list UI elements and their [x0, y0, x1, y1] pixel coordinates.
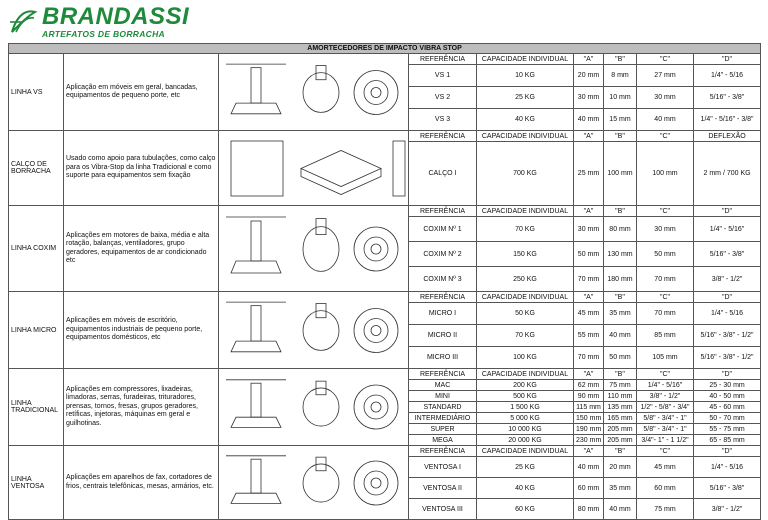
table-cell: 70 mm	[574, 267, 604, 292]
table-cell: 65 - 85 mm	[694, 435, 761, 446]
table-cell: 40 mm	[604, 325, 637, 347]
column-header: "D"	[694, 369, 761, 380]
table-cell: 40 mm	[604, 499, 637, 520]
table-cell: 75 mm	[637, 499, 694, 520]
table-cell: 55 mm	[574, 325, 604, 347]
table-cell: 40 KG	[477, 478, 574, 499]
column-header: "A"	[574, 131, 604, 142]
table-cell: 150 KG	[477, 242, 574, 267]
column-header: REFERÊNCIA	[409, 292, 477, 303]
table-cell: 85 mm	[637, 325, 694, 347]
table-cell: STANDARD	[409, 402, 477, 413]
section-header-row	[9, 206, 761, 217]
product-illustration	[219, 292, 409, 369]
table-cell: VS 1	[409, 65, 477, 87]
product-line-name: LINHA VS	[9, 54, 64, 131]
column-header: CAPACIDADE INDIVIDUAL	[477, 54, 574, 65]
product-illustration	[219, 131, 409, 206]
brand-name: BRANDASSI	[42, 3, 190, 31]
table-cell: 700 KG	[477, 142, 574, 206]
table-cell: 5/8" - 3/4" - 1"	[637, 424, 694, 435]
table-cell: 50 mm	[637, 242, 694, 267]
table-cell: 27 mm	[637, 65, 694, 87]
table-cell: 60 mm	[637, 478, 694, 499]
table-cell: 5/16" - 3/8" - 1/2"	[694, 325, 761, 347]
table-cell: 80 mm	[604, 217, 637, 242]
table-cell: 5 000 KG	[477, 413, 574, 424]
column-header: "A"	[574, 206, 604, 217]
column-header: DEFLEXÃO	[694, 131, 761, 142]
table-cell: 3/8" - 1/2"	[694, 499, 761, 520]
table-cell: 30 mm	[574, 217, 604, 242]
table-cell: 45 mm	[637, 457, 694, 478]
table-cell: MICRO III	[409, 347, 477, 369]
column-header: REFERÊNCIA	[409, 206, 477, 217]
table-cell: 230 mm	[574, 435, 604, 446]
product-line-description: Aplicações em móveis de escritório, equipamentos industriais de pequeno porte, equipamentos domésticos, etc	[64, 292, 219, 369]
column-header: "A"	[574, 54, 604, 65]
table-cell: 205 mm	[604, 424, 637, 435]
table-cell: INTERMEDIÁRIO	[409, 413, 477, 424]
table-cell: 30 mm	[637, 87, 694, 109]
table-cell: 40 mm	[637, 109, 694, 131]
product-line-name: LINHA MICRO	[9, 292, 64, 369]
product-illustration	[219, 206, 409, 292]
table-cell: 110 mm	[604, 391, 637, 402]
table-cell: 45 - 60 mm	[694, 402, 761, 413]
table-cell: 50 KG	[477, 303, 574, 325]
column-header: "B"	[604, 54, 637, 65]
table-cell: 75 mm	[604, 380, 637, 391]
section-header-row	[9, 446, 761, 457]
table-cell: 1/2" - 5/8" - 3/4"	[637, 402, 694, 413]
column-header: "C"	[637, 131, 694, 142]
table-cell: 3/8" - 1/2"	[637, 391, 694, 402]
table-cell: 1/4" - 5/16"	[694, 217, 761, 242]
table-cell: 200 KG	[477, 380, 574, 391]
column-header: "A"	[574, 292, 604, 303]
column-header: "C"	[637, 54, 694, 65]
table-cell: 70 mm	[637, 267, 694, 292]
table-cell: VENTOSA I	[409, 457, 477, 478]
table-cell: 80 mm	[574, 499, 604, 520]
product-illustration	[219, 446, 409, 520]
column-header: "B"	[604, 369, 637, 380]
product-line-description: Aplicação em móveis em geral, bancadas, equipamentos de pequeno porte, etc	[64, 54, 219, 131]
table-cell: 10 mm	[604, 87, 637, 109]
section-header-row	[9, 131, 761, 142]
table-cell: 500 KG	[477, 391, 574, 402]
table-cell: 20 000 KG	[477, 435, 574, 446]
table-cell: VENTOSA III	[409, 499, 477, 520]
table-cell: 25 KG	[477, 87, 574, 109]
table-cell: 10 000 KG	[477, 424, 574, 435]
product-line-name: LINHA TRADICIONAL	[9, 369, 64, 446]
column-header: REFERÊNCIA	[409, 54, 477, 65]
table-cell: 1/4" - 5/16" - 3/8"	[694, 109, 761, 131]
table-cell: 150 mm	[574, 413, 604, 424]
table-cell: 135 mm	[604, 402, 637, 413]
table-cell: VS 3	[409, 109, 477, 131]
table-cell: 1/4" - 5/16	[694, 457, 761, 478]
table-cell: 25 mm	[574, 142, 604, 206]
brand-logo	[8, 3, 190, 40]
table-cell: CALÇO I	[409, 142, 477, 206]
table-cell: 40 mm	[574, 457, 604, 478]
table-cell: 100 KG	[477, 347, 574, 369]
table-cell: COXIM Nº 3	[409, 267, 477, 292]
table-cell: 100 mm	[637, 142, 694, 206]
table-cell: 30 mm	[574, 87, 604, 109]
table-cell: 62 mm	[574, 380, 604, 391]
table-cell: 40 KG	[477, 109, 574, 131]
product-line-name: LINHA VENTOSA	[9, 446, 64, 520]
table-cell: 60 KG	[477, 499, 574, 520]
table-cell: 5/16" - 3/8"	[694, 478, 761, 499]
table-cell: 90 mm	[574, 391, 604, 402]
table-cell: 3/8" - 1/2"	[694, 267, 761, 292]
table-cell: 35 mm	[604, 478, 637, 499]
section-header-row	[9, 54, 761, 65]
column-header: "B"	[604, 206, 637, 217]
table-cell: 20 mm	[604, 457, 637, 478]
product-line-description: Aplicações em compressores, lixadeiras, limadoras, serras, furadeiras, trituradores, prensas, tornos, fresas, grupos geradores, retíficas, injetoras, máquinas em geral e guilhotinas.	[64, 369, 219, 446]
table-cell: 165 mm	[604, 413, 637, 424]
table-cell: 50 mm	[604, 347, 637, 369]
product-line-name: LINHA COXIM	[9, 206, 64, 292]
table-cell: 60 mm	[574, 478, 604, 499]
table-cell: 70 KG	[477, 325, 574, 347]
column-header: "A"	[574, 369, 604, 380]
column-header: "B"	[604, 131, 637, 142]
table-cell: 30 mm	[637, 217, 694, 242]
table-cell: 5/8" - 3/4" - 1"	[637, 413, 694, 424]
table-cell: 20 mm	[574, 65, 604, 87]
table-cell: 1/4" - 5/16	[694, 65, 761, 87]
table-cell: 190 mm	[574, 424, 604, 435]
product-line-description: Usado como apoio para tubulações, como calço para os Vibra-Stop da linha Tradicional e como suporte para equipamentos sem fixação	[64, 131, 219, 206]
table-cell: 70 mm	[637, 303, 694, 325]
column-header: "C"	[637, 292, 694, 303]
column-header: CAPACIDADE INDIVIDUAL	[477, 292, 574, 303]
table-cell: VS 2	[409, 87, 477, 109]
product-line-description: Aplicações em motores de baixa, média e alta rotação, balanças, ventiladores, grupo geradores, equipamentos de ar condicionado etc	[64, 206, 219, 292]
column-header: CAPACIDADE INDIVIDUAL	[477, 131, 574, 142]
table-cell: 70 mm	[574, 347, 604, 369]
column-header: "C"	[637, 206, 694, 217]
table-cell: 1 500 KG	[477, 402, 574, 413]
table-cell: 5/16" - 3/8"	[694, 87, 761, 109]
product-line-name: CALÇO DE BORRACHA	[9, 131, 64, 206]
table-cell: 25 KG	[477, 457, 574, 478]
brand-logo-icon	[8, 8, 38, 36]
section-header-row	[9, 292, 761, 303]
table-cell: COXIM Nº 1	[409, 217, 477, 242]
column-header: CAPACIDADE INDIVIDUAL	[477, 369, 574, 380]
table-cell: 8 mm	[604, 65, 637, 87]
table-cell: 180 mm	[604, 267, 637, 292]
table-cell: 35 mm	[604, 303, 637, 325]
table-cell: 45 mm	[574, 303, 604, 325]
column-header: REFERÊNCIA	[409, 446, 477, 457]
column-header: REFERÊNCIA	[409, 131, 477, 142]
product-illustration	[219, 54, 409, 131]
table-cell: 40 mm	[574, 109, 604, 131]
table-cell: 10 KG	[477, 65, 574, 87]
table-cell: 105 mm	[637, 347, 694, 369]
product-line-description: Aplicações em aparelhos de fax, cortadores de frios, centrais telefônicas, mesas, armários, etc.	[64, 446, 219, 520]
column-header: "D"	[694, 446, 761, 457]
column-header: "A"	[574, 446, 604, 457]
table-cell: 1/4" - 5/16"	[637, 380, 694, 391]
table-cell: 25 - 30 mm	[694, 380, 761, 391]
table-cell: 100 mm	[604, 142, 637, 206]
table-cell: MICRO II	[409, 325, 477, 347]
table-cell: 70 KG	[477, 217, 574, 242]
column-header: "D"	[694, 292, 761, 303]
table-cell: 130 mm	[604, 242, 637, 267]
column-header: CAPACIDADE INDIVIDUAL	[477, 446, 574, 457]
table-cell: MEGA	[409, 435, 477, 446]
product-table	[8, 43, 761, 520]
table-cell: MAC	[409, 380, 477, 391]
table-cell: 250 KG	[477, 267, 574, 292]
table-cell: 5/16" - 3/8"	[694, 242, 761, 267]
column-header: "B"	[604, 446, 637, 457]
table-cell: 55 - 75 mm	[694, 424, 761, 435]
table-cell: 40 - 50 mm	[694, 391, 761, 402]
column-header: "D"	[694, 54, 761, 65]
table-cell: MICRO I	[409, 303, 477, 325]
column-header: "C"	[637, 446, 694, 457]
table-cell: VENTOSA II	[409, 478, 477, 499]
table-cell: 50 - 70 mm	[694, 413, 761, 424]
table-cell: 50 mm	[574, 242, 604, 267]
table-cell: COXIM Nº 2	[409, 242, 477, 267]
column-header: REFERÊNCIA	[409, 369, 477, 380]
column-header: "D"	[694, 206, 761, 217]
table-cell: 3/4"- 1" - 1 1/2"	[637, 435, 694, 446]
brand-tagline: ARTEFATOS DE BORRACHA	[42, 29, 165, 40]
column-header: "B"	[604, 292, 637, 303]
table-cell: SUPER	[409, 424, 477, 435]
table-cell: 205 mm	[604, 435, 637, 446]
table-cell: 15 mm	[604, 109, 637, 131]
table-cell: 1/4" - 5/16	[694, 303, 761, 325]
table-cell: MINI	[409, 391, 477, 402]
table-cell: 2 mm / 700 KG	[694, 142, 761, 206]
table-cell: 5/16" - 3/8" - 1/2"	[694, 347, 761, 369]
column-header: "C"	[637, 369, 694, 380]
section-header-row	[9, 369, 761, 380]
column-header: CAPACIDADE INDIVIDUAL	[477, 206, 574, 217]
table-cell: 115 mm	[574, 402, 604, 413]
product-illustration	[219, 369, 409, 446]
table-title: AMORTECEDORES DE IMPACTO VIBRA STOP	[9, 44, 761, 54]
